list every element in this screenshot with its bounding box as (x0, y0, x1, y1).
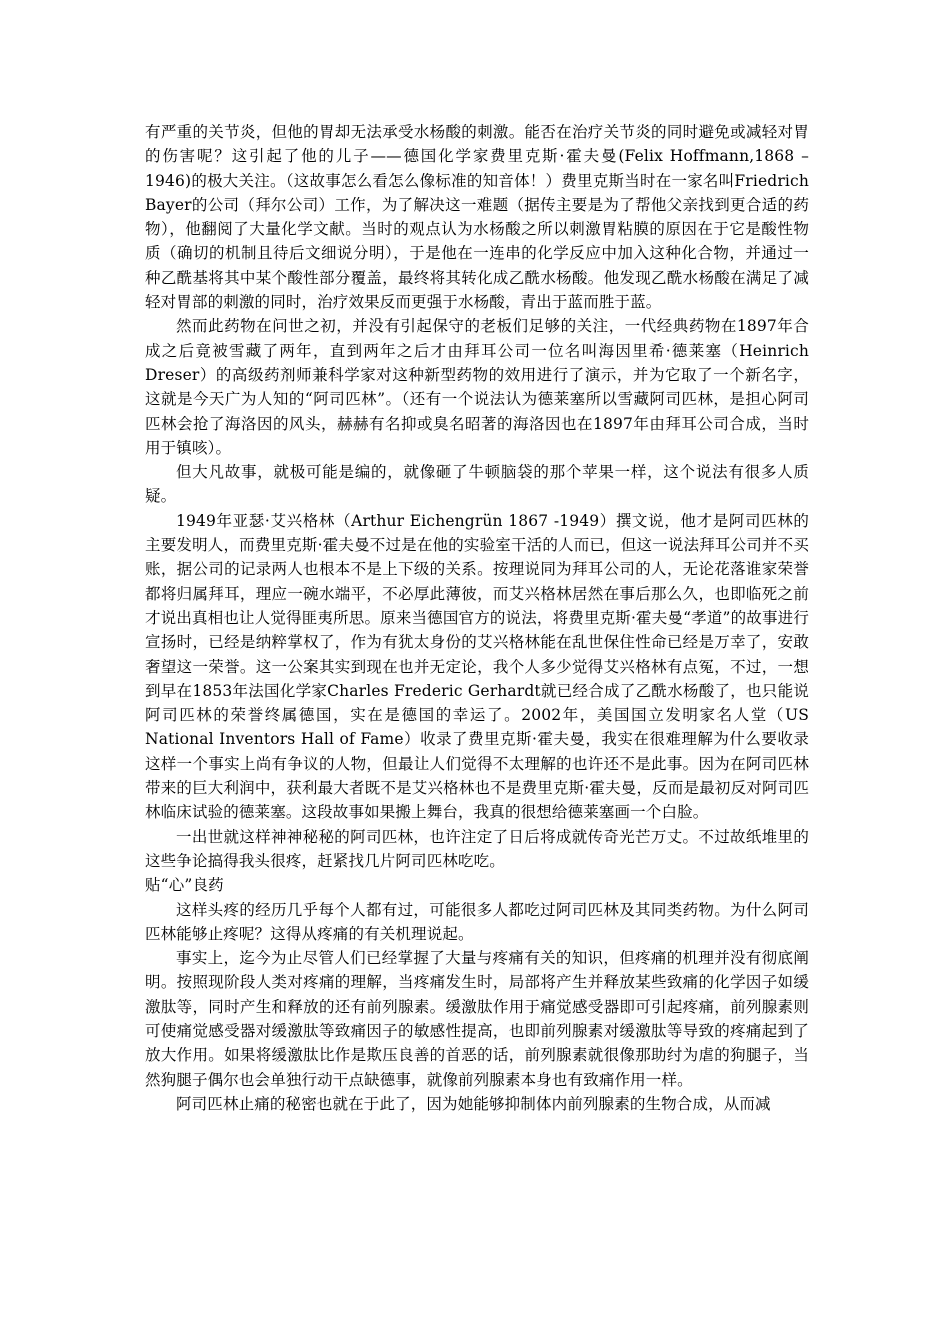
paragraph-legend: 一出世就这样神神秘秘的阿司匹林，也许注定了日后将成就传奇光芒万丈。不过故纸堆里的这些争论搞得我头很疼，赶紧找几片阿司匹林吃吃。 (145, 827, 809, 870)
paragraph-eichengrun-claim: 1949年亚瑟·艾兴格林（Arthur Eichengrün 1867 -1949）撰文说，他才是阿司匹林的主要发明人，而费里克斯·霍夫曼不过是在他的实验室干活的人而已，但这一说法拜耳公司并不买账，据公司的记录两人也根本不是上下级的关系。按理说同为拜耳公司的人，无论花落谁家荣誉都将归属拜耳，理应一碗水端平，不必厚此薄彼，而艾兴格林居然在事后那么久，也即临死之前才说出真相也让人觉得匪夷所思。原来当德国官方的说法，将费里克斯·霍夫曼“孝道”的故事进行宣扬时，已经是纳粹掌权了，作为有犹太身份的艾兴格林能在乱世保住性命已经是万幸了，安敢奢望这一荣誉。这一公案其实到现在也并无定论，我个人多少觉得艾兴格林有点冤，不过，一想到早在1853年法国化学家Charles Frederic Gerhardt就已经合成了乙酰水杨酸了，也只能说阿司匹林的荣誉终属德国，实在是德国的幸运了。2002年，美国国立发明家名人堂（US National Inventors Hall of Fame）收录了费里克斯·霍夫曼，我实在很难理解为什么要收录这样一个事实上尚有争议的人物，但最让人们觉得不太理解的也许还不是此事。因为在阿司匹林带来的巨大利润中，获利最大者既不是艾兴格林也不是费里克斯·霍夫曼，反而是最初反对阿司匹林临床试验的德莱塞。这段故事如果搬上舞台，我真的很想给德莱塞画一个白脸。 (145, 511, 809, 822)
section-heading: 贴“心”良药 (145, 876, 224, 895)
paragraph-story-doubt: 但大凡故事，就极可能是编的，就像砸了牛顿脑袋的那个苹果一样，这个说法有很多人质疑。 (145, 463, 809, 506)
paragraph-headache: 这样头疼的经历几乎每个人都有过，可能很多人都吃过阿司匹林及其同类药物。为什么阿司匹林能够止疼呢？这得从疼痛的有关机理说起。 (145, 900, 809, 943)
paragraph-dreser-naming: 然而此药物在问世之初，并没有引起保守的老板们足够的关注，一代经典药物在1897年合成之后竟被雪藏了两年，直到两年之后才由拜耳公司一位名叫海因里希·德莱塞（Heinrich Dreser）的高级药剂师兼科学家对这种新型药物的效用进行了演示，并为它取了一个新名字，这就是今天广为人知的“阿司匹林”。（还有一个说法认为德莱塞所以雪藏阿司匹林，是担心阿司匹林会抢了海洛因的风头，赫赫有名抑或臭名昭著的海洛因也在1897年由拜耳公司合成，当时用于镇咳）。 (145, 317, 809, 457)
paragraph-hoffmann-story: 有严重的关节炎，但他的胃却无法承受水杨酸的刺激。能否在治疗关节炎的同时避免或减轻对胃的伤害呢？这引起了他的儿子——德国化学家费里克斯·霍夫曼(Felix Hoffmann,1868 – 1946)的极大关注。（这故事怎么看怎么像标准的知音体！）费里克斯当时在一家名叫Friedrich Bayer的公司（拜尔公司）工作，为了解决这一难题（据传主要是为了帮他父亲找到更合适的药物），他翻阅了大量化学文献。当时的观点认为水杨酸之所以刺激胃粘膜的原因在于它是酸性物质（确切的机制且待后文细说分明），于是他在一连串的化学反应中加入这种化合物，并通过一种乙酰基将其中某个酸性部分覆盖，最终将其转化成乙酰水杨酸。他发现乙酰水杨酸在满足了减轻对胃部的刺激的同时，治疗效果反而更强于水杨酸，青出于蓝而胜于蓝。 (145, 123, 809, 312)
paragraph-pain-mechanism: 事实上，迄今为止尽管人们已经掌握了大量与疼痛有关的知识，但疼痛的机理并没有彻底阐明。按照现阶段人类对疼痛的理解，当疼痛发生时，局部将产生并释放某些致痛的化学因子如缓激肽等，同时产生和释放的还有前列腺素。缓激肽作用于痛觉感受器即可引起疼痛，前列腺素则可使痛觉感受器对缓激肽等致痛因子的敏感性提高，也即前列腺素对缓激肽等导致的疼痛起到了放大作用。如果将缓激肽比作是欺压良善的首恶的话，前列腺素就很像那助纣为虐的狗腿子，当然狗腿子偶尔也会单独行动干点缺德事，就像前列腺素本身也有致痛作用一样。 (145, 949, 809, 1089)
paragraph-aspirin-secret: 阿司匹林止痛的秘密也就在于此了，因为她能够抑制体内前列腺素的生物合成，从而减 (176, 1094, 771, 1113)
document-body (145, 120, 809, 1116)
